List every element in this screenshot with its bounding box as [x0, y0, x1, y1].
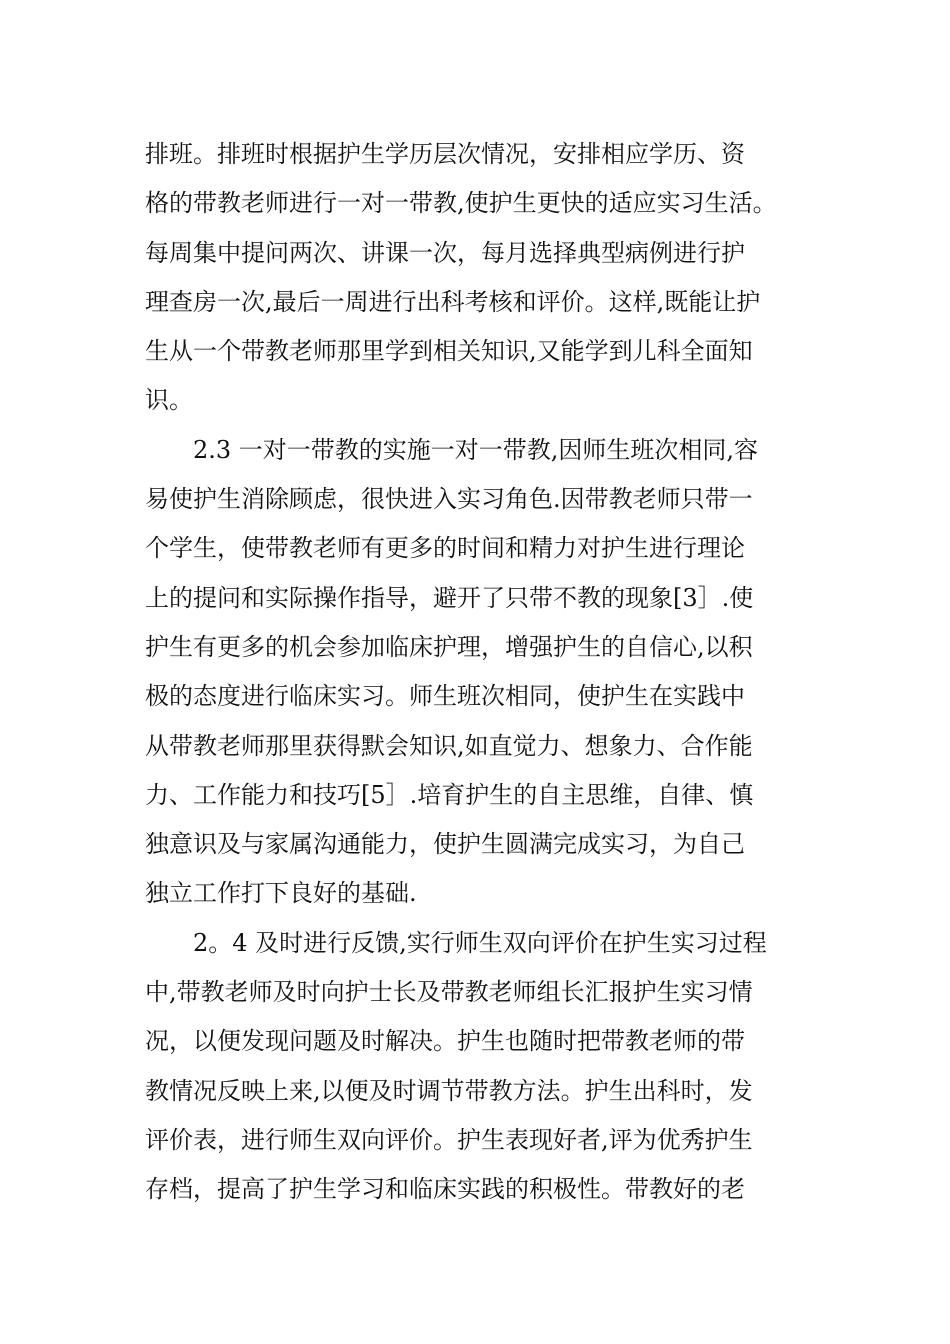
text-line: 独立工作打下良好的基础. — [145, 879, 417, 908]
text-line: 识。 — [145, 386, 193, 415]
text-line-first: 2。4 及时进行反馈,实行师生双向评价在护生实习过程 — [193, 928, 767, 957]
text-line: 护生有更多的机会参加临床护理，增强护生的自信心,以积 — [145, 632, 753, 661]
paragraph-one-on-one — [145, 426, 825, 919]
text-line: 极的态度进行临床实习。师生班次相同，使护生在实践中 — [145, 682, 745, 711]
text-line: 每周集中提问两次、讲课一次，每月选择典型病例进行护 — [145, 238, 745, 267]
text-line: 力、工作能力和技巧[5］.培育护生的自主思维，自律、慎 — [145, 780, 754, 809]
text-line: 独意识及与家属沟通能力，使护生圆满完成实习，为自己 — [145, 830, 745, 859]
text-line: 中,带教老师及时向护士长及带教老师组长汇报护生实习情 — [145, 978, 753, 1007]
text-line: 理查房一次,最后一周进行出科考核和评价。这样,既能让护 — [145, 287, 761, 316]
text-line: 教情况反映上来,以便及时调节带教方法。护生出科时，发 — [145, 1076, 753, 1105]
paragraph-feedback — [145, 919, 825, 1215]
text-line: 格的带教老师进行一对一带教,使护生更快的适应实习生活。 — [145, 189, 777, 218]
text-line: 易使护生消除顾虑，很快进入实习角色.因带教老师只带一 — [145, 485, 753, 514]
text-line: 从带教老师那里获得默会知识,如直觉力、想象力、合作能 — [145, 731, 753, 760]
body-text — [145, 130, 825, 1215]
text-line: 个学生，使带教老师有更多的时间和精力对护生进行理论 — [145, 534, 745, 563]
text-line: 生从一个带教老师那里学到相关知识,又能学到儿科全面知 — [145, 337, 753, 366]
text-line-first: 2.3 一对一带教的实施一对一带教,因师生班次相同,容 — [193, 435, 759, 464]
text-line: 况，以便发现问题及时解决。护生也随时把带教老师的带 — [145, 1027, 745, 1056]
text-line: 排班。排班时根据护生学历层次情况，安排相应学历、资 — [145, 140, 745, 168]
text-line: 评价表，进行师生双向评价。护生表现好者,评为优秀护生 — [145, 1125, 753, 1154]
text-line: 上的提问和实际操作指导，避开了只带不教的现象[3］.使 — [145, 583, 754, 612]
text-line: 存档，提高了护生学习和临床实践的积极性。带教好的老 — [145, 1175, 745, 1204]
paragraph-scheduling — [145, 130, 825, 426]
